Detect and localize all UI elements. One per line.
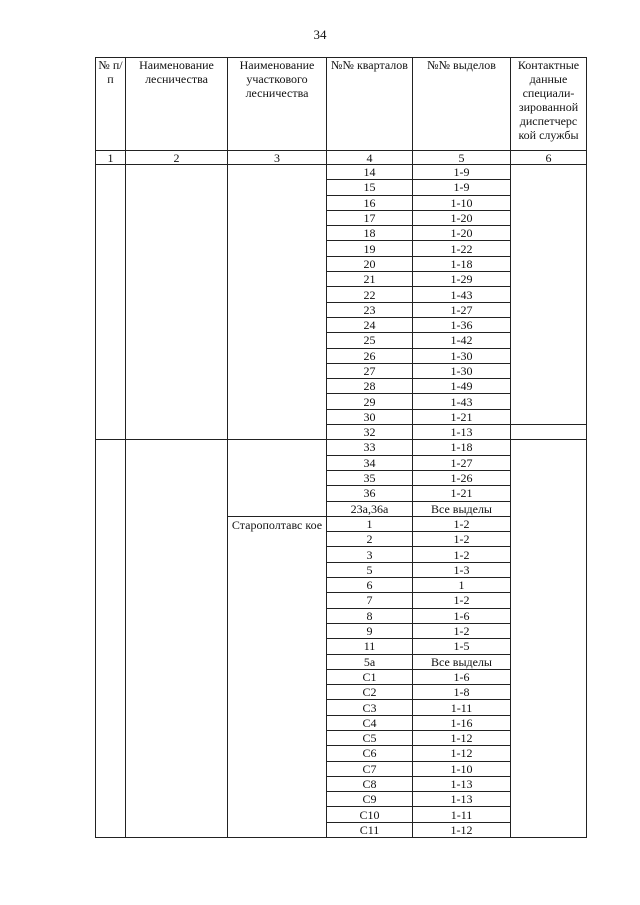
- allotment-cell: 1-2: [413, 593, 511, 608]
- quarter-cell: 2: [327, 532, 413, 547]
- quarter-cell: 36: [327, 486, 413, 501]
- header-cell: №№ кварталов: [327, 58, 413, 151]
- allotment-cell: Все выделы: [413, 501, 511, 516]
- quarter-cell: С2: [327, 685, 413, 700]
- allotment-cell: 1-20: [413, 210, 511, 225]
- allotment-cell: 1-2: [413, 516, 511, 531]
- allotment-cell: 1-42: [413, 333, 511, 348]
- quarter-cell: 33: [327, 440, 413, 455]
- allotment-cell: 1-10: [413, 761, 511, 776]
- quarter-cell: 5: [327, 562, 413, 577]
- header-cell: Контактные данные специали-зированной диспетчерс кой службы: [511, 58, 587, 151]
- quarter-cell: 19: [327, 241, 413, 256]
- quarter-cell: 5а: [327, 654, 413, 669]
- quarter-cell: 34: [327, 455, 413, 470]
- allotment-cell: 1-49: [413, 379, 511, 394]
- contact-cell: [511, 440, 587, 838]
- quarter-cell: С10: [327, 807, 413, 822]
- quarter-cell: 24: [327, 317, 413, 332]
- quarter-cell: 20: [327, 256, 413, 271]
- quarter-cell: 3: [327, 547, 413, 562]
- forestry-cell: [126, 165, 228, 440]
- allotment-cell: 1-12: [413, 822, 511, 837]
- header-cell: Наименование лесничества: [126, 58, 228, 151]
- quarter-cell: 11: [327, 639, 413, 654]
- quarter-cell: 21: [327, 272, 413, 287]
- allotment-cell: 1-27: [413, 302, 511, 317]
- district-cell: [228, 440, 327, 516]
- forestry-table: [95, 57, 587, 838]
- quarter-cell: 14: [327, 165, 413, 180]
- allotment-cell: 1-8: [413, 685, 511, 700]
- quarter-cell: 27: [327, 363, 413, 378]
- allotment-cell: 1-26: [413, 470, 511, 485]
- allotment-cell: 1-22: [413, 241, 511, 256]
- column-number: 4: [327, 151, 413, 165]
- allotment-cell: 1-6: [413, 608, 511, 623]
- page-number: 34: [313, 27, 327, 42]
- quarter-cell: С5: [327, 730, 413, 745]
- allotment-cell: 1-2: [413, 623, 511, 638]
- quarter-cell: 18: [327, 226, 413, 241]
- table-row: [96, 440, 587, 455]
- number-cell: [96, 440, 126, 838]
- quarter-cell: С9: [327, 792, 413, 807]
- column-number: 2: [126, 151, 228, 165]
- quarter-cell: 28: [327, 379, 413, 394]
- quarter-cell: С8: [327, 776, 413, 791]
- allotment-cell: 1-36: [413, 317, 511, 332]
- number-cell: [96, 165, 126, 440]
- allotment-cell: Все выделы: [413, 654, 511, 669]
- allotment-cell: 1-9: [413, 180, 511, 195]
- quarter-cell: 30: [327, 409, 413, 424]
- quarter-cell: 16: [327, 195, 413, 210]
- allotment-cell: 1-21: [413, 486, 511, 501]
- quarter-cell: 25: [327, 333, 413, 348]
- quarter-cell: С6: [327, 746, 413, 761]
- header-cell: №№ выделов: [413, 58, 511, 151]
- allotment-cell: 1-6: [413, 669, 511, 684]
- allotment-cell: 1-5: [413, 639, 511, 654]
- allotment-cell: 1-13: [413, 792, 511, 807]
- district-name-cell: Старополтавс кое: [228, 516, 327, 837]
- quarter-cell: 1: [327, 516, 413, 531]
- allotment-cell: 1-20: [413, 226, 511, 241]
- district-cell: [228, 165, 327, 440]
- quarter-cell: 9: [327, 623, 413, 638]
- column-number: 5: [413, 151, 511, 165]
- allotment-cell: 1-18: [413, 256, 511, 271]
- quarter-cell: 7: [327, 593, 413, 608]
- quarter-cell: 17: [327, 210, 413, 225]
- allotment-cell: 1-18: [413, 440, 511, 455]
- forestry-cell: [126, 440, 228, 838]
- allotment-cell: 1-30: [413, 363, 511, 378]
- allotment-cell: 1-27: [413, 455, 511, 470]
- column-number: 3: [228, 151, 327, 165]
- allotment-cell: 1-43: [413, 287, 511, 302]
- quarter-cell: 29: [327, 394, 413, 409]
- quarter-cell: 22: [327, 287, 413, 302]
- allotment-cell: 1-12: [413, 746, 511, 761]
- allotment-cell: 1-30: [413, 348, 511, 363]
- allotment-cell: 1-13: [413, 425, 511, 440]
- table-row: [96, 165, 587, 180]
- column-number: 1: [96, 151, 126, 165]
- allotment-cell: 1-43: [413, 394, 511, 409]
- header-cell: № п/п: [96, 58, 126, 151]
- quarter-cell: С11: [327, 822, 413, 837]
- allotment-cell: 1-11: [413, 700, 511, 715]
- quarter-cell: С7: [327, 761, 413, 776]
- allotment-cell: 1-11: [413, 807, 511, 822]
- quarter-cell: 32: [327, 425, 413, 440]
- quarter-cell: 15: [327, 180, 413, 195]
- quarter-cell: 8: [327, 608, 413, 623]
- contact-cell: [511, 165, 587, 425]
- quarter-cell: 26: [327, 348, 413, 363]
- allotment-cell: 1-21: [413, 409, 511, 424]
- allotment-cell: 1-13: [413, 776, 511, 791]
- allotment-cell: 1-9: [413, 165, 511, 180]
- quarter-cell: С1: [327, 669, 413, 684]
- quarter-cell: 6: [327, 578, 413, 593]
- table-body: [96, 165, 587, 838]
- quarter-cell: 23: [327, 302, 413, 317]
- column-number: 6: [511, 151, 587, 165]
- quarter-cell: 23а,36а: [327, 501, 413, 516]
- allotment-cell: 1: [413, 578, 511, 593]
- allotment-cell: 1-3: [413, 562, 511, 577]
- allotment-cell: 1-29: [413, 272, 511, 287]
- allotment-cell: 1-2: [413, 532, 511, 547]
- quarter-cell: 35: [327, 470, 413, 485]
- allotment-cell: 1-12: [413, 730, 511, 745]
- allotment-cell: 1-10: [413, 195, 511, 210]
- allotment-cell: 1-16: [413, 715, 511, 730]
- allotment-cell: 1-2: [413, 547, 511, 562]
- quarter-cell: С4: [327, 715, 413, 730]
- contact-cell: [511, 425, 587, 440]
- quarter-cell: С3: [327, 700, 413, 715]
- header-cell: Наименование участкового лесничества: [228, 58, 327, 151]
